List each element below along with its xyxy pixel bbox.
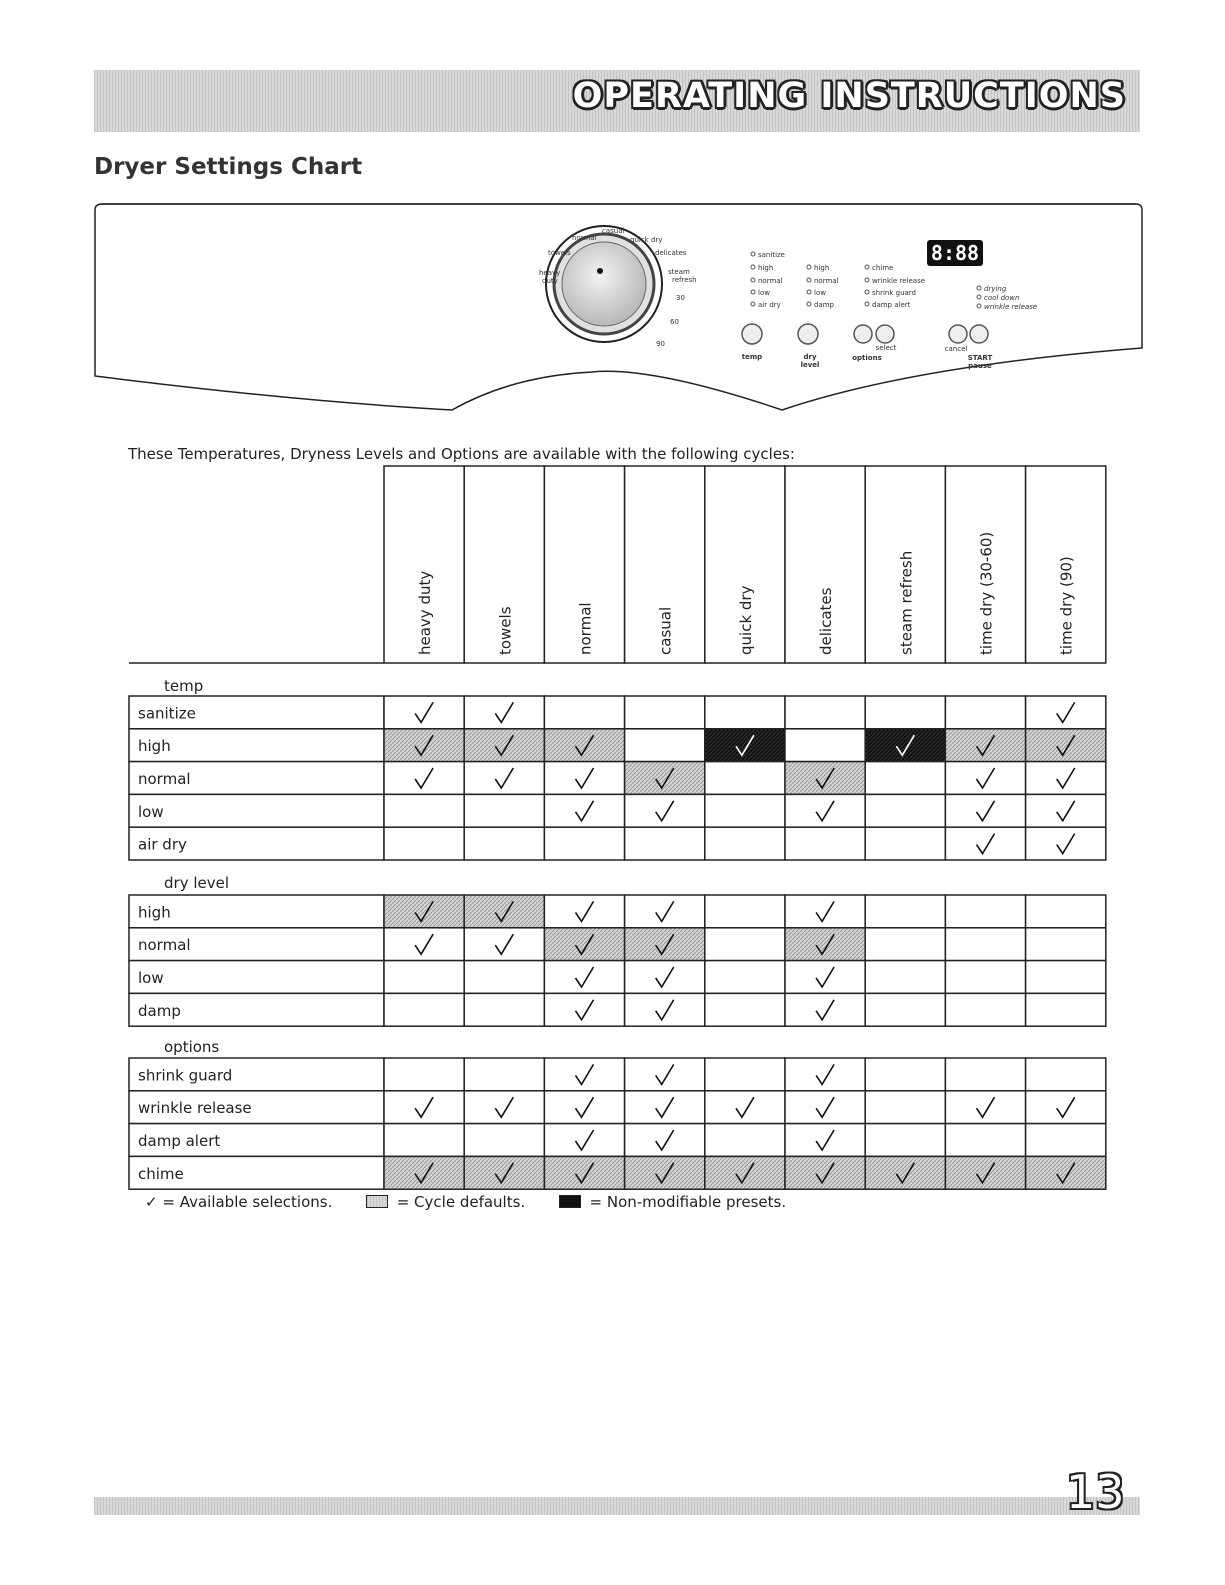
table-cell (625, 961, 705, 994)
status-indicator-label: wrinkle release (984, 303, 1038, 311)
dial-label: heavy (539, 269, 561, 277)
table-cell (785, 827, 865, 860)
group-title: options (164, 1038, 220, 1056)
table-cell (865, 827, 945, 860)
table-cell (1026, 827, 1106, 860)
dial-label: 60 (670, 318, 679, 326)
table-cell (785, 993, 865, 1026)
table-cell (625, 1091, 705, 1124)
table-cell (1026, 993, 1106, 1026)
dial-label: 30 (676, 294, 685, 302)
table-cell (1026, 1058, 1106, 1091)
column-header-label: heavy duty (416, 570, 435, 655)
pause-button-label: pause (968, 362, 992, 370)
table-cell (464, 928, 544, 961)
table-cell (865, 794, 945, 827)
temp-indicator-label: air dry (758, 301, 781, 309)
table-cell (705, 895, 785, 928)
row-label: sanitize (138, 704, 196, 723)
table-cell (544, 762, 624, 795)
table-cell (464, 993, 544, 1026)
intro-text: These Temperatures, Dryness Levels and Options are available with the following cycles: (128, 445, 795, 463)
table-cell (785, 1091, 865, 1124)
table-cell (945, 1091, 1025, 1124)
status-indicator-label: drying (984, 285, 1007, 293)
column-header-label: time dry (30-60) (977, 531, 996, 655)
table-cell (945, 961, 1025, 994)
table-cell (705, 729, 785, 762)
table-cell (464, 729, 544, 762)
display-digits: 8:88 (930, 241, 980, 265)
option-indicator-label: shrink guard (872, 289, 916, 297)
table-cell (384, 1058, 464, 1091)
table-cell (945, 762, 1025, 795)
table-cell (384, 696, 464, 729)
dry-level-button-label: level (800, 361, 820, 369)
table-cell (625, 895, 705, 928)
table-cell (464, 794, 544, 827)
table-cell (464, 1156, 544, 1189)
section-title: Dryer Settings Chart (94, 154, 363, 180)
cancel-button-label: cancel (944, 345, 968, 353)
table-cell (945, 1058, 1025, 1091)
legend-available: = Available selections. (162, 1192, 333, 1211)
table-cell (785, 696, 865, 729)
dry-level-button-label: dry (803, 353, 817, 361)
table-cell (384, 993, 464, 1026)
table-cell (705, 928, 785, 961)
row-label-cell (129, 961, 384, 994)
table-cell (544, 961, 624, 994)
temp-indicator-label: high (758, 264, 774, 272)
table-cell (384, 895, 464, 928)
page-number: 13 (1066, 1465, 1125, 1519)
row-label-cell (129, 794, 384, 827)
dial-label: delicates (655, 249, 687, 257)
temp-indicator-label: low (758, 289, 770, 297)
table-cell (625, 762, 705, 795)
table-cell (945, 827, 1025, 860)
row-label: high (138, 903, 171, 922)
column-header-label: casual (656, 606, 675, 655)
column-header-label: towels (496, 606, 515, 655)
dial-label: refresh (672, 276, 697, 284)
table-cell (544, 928, 624, 961)
table-cell (785, 1124, 865, 1157)
banner-title: OPERATING INSTRUCTIONS (572, 76, 1126, 116)
row-label: low (138, 969, 164, 987)
table-cell (865, 961, 945, 994)
table-cell (1026, 762, 1106, 795)
select-label: select (875, 344, 897, 352)
table-cell (464, 696, 544, 729)
option-indicator-label: chime (872, 264, 894, 272)
table-cell (625, 993, 705, 1026)
footer-bar (94, 1497, 1140, 1515)
table-cell (544, 1124, 624, 1157)
table-cell (945, 1124, 1025, 1157)
cycle-default-swatch (366, 1195, 388, 1208)
table-cell (384, 729, 464, 762)
column-header-label: delicates (817, 587, 836, 655)
table-cell (1026, 961, 1106, 994)
group-title: temp (164, 677, 204, 695)
table-cell (865, 762, 945, 795)
table-cell (464, 895, 544, 928)
table-cell (1026, 895, 1106, 928)
table-cell (785, 961, 865, 994)
table-cell (785, 794, 865, 827)
column-header-label: time dry (90) (1057, 556, 1076, 655)
table-cell (865, 1156, 945, 1189)
row-label: high (138, 737, 171, 756)
table-cell (705, 1156, 785, 1189)
table-cell (464, 1124, 544, 1157)
table-cell (785, 729, 865, 762)
dial-label: 90 (656, 340, 665, 348)
table-cell (865, 729, 945, 762)
row-label: damp alert (138, 1132, 221, 1150)
legend (145, 1192, 786, 1211)
non-modifiable-swatch (559, 1195, 581, 1208)
table-cell (1026, 1124, 1106, 1157)
options-button-label: options (852, 354, 882, 362)
table-cell (464, 827, 544, 860)
table-cell (384, 928, 464, 961)
row-label: air dry (138, 835, 187, 854)
table-cell (384, 827, 464, 860)
table-cell (544, 729, 624, 762)
table-cell (1026, 928, 1106, 961)
table-cell (945, 1156, 1025, 1189)
table-cell (865, 895, 945, 928)
table-cell (384, 1156, 464, 1189)
temp-button-label: temp (741, 353, 763, 361)
option-indicator-label: damp alert (872, 301, 911, 309)
table-cell (384, 1124, 464, 1157)
check-mark-icon: ✓ (145, 1192, 158, 1211)
table-cell (945, 696, 1025, 729)
table-cell (625, 794, 705, 827)
table-cell (705, 1124, 785, 1157)
table-cell (945, 928, 1025, 961)
table-cell (865, 696, 945, 729)
row-label: damp (138, 1001, 181, 1020)
table-cell (785, 1156, 865, 1189)
table-cell (625, 729, 705, 762)
column-header-label: steam refresh (897, 550, 916, 655)
row-label: low (138, 802, 164, 821)
status-indicator-label: cool down (984, 294, 1020, 302)
table-cell (1026, 1091, 1106, 1124)
table-cell (384, 1091, 464, 1124)
row-label: shrink guard (138, 1066, 233, 1085)
row-label: normal (138, 770, 191, 788)
temp-indicator-label: normal (758, 277, 783, 285)
table-cell (785, 762, 865, 795)
table-cell (1026, 1156, 1106, 1189)
dial-label: quick dry (630, 236, 663, 244)
row-label: chime (138, 1164, 184, 1183)
table-cell (625, 1156, 705, 1189)
table-cell (705, 762, 785, 795)
table-cell (464, 762, 544, 795)
table-cell (785, 895, 865, 928)
start-button-label: START (967, 354, 993, 362)
table-cell (705, 993, 785, 1026)
table-cell (785, 928, 865, 961)
table-cell (384, 762, 464, 795)
column-header-label: normal (576, 602, 595, 655)
table-cell (544, 1091, 624, 1124)
table-cell (384, 961, 464, 994)
table-cell (625, 928, 705, 961)
table-cell (945, 729, 1025, 762)
table-cell (384, 794, 464, 827)
table-cell (865, 1058, 945, 1091)
table-cell (865, 1124, 945, 1157)
dial-label: steam (668, 268, 690, 276)
table-cell (625, 1058, 705, 1091)
table-cell (1026, 794, 1106, 827)
table-cell (865, 1091, 945, 1124)
dial-label: casual (602, 227, 625, 235)
row-label: normal (138, 936, 191, 955)
table-cell (544, 827, 624, 860)
table-cell (544, 696, 624, 729)
dial-label: duty (542, 277, 558, 285)
table-cell (705, 794, 785, 827)
group-title: dry level (164, 874, 230, 892)
temp-indicator-label: sanitize (758, 251, 785, 259)
table-cell (705, 696, 785, 729)
row-label: wrinkle release (138, 1099, 252, 1118)
table-cell (464, 1058, 544, 1091)
table-cell (544, 895, 624, 928)
option-indicator-label: wrinkle release (872, 277, 926, 285)
dry-level-indicator-label: low (814, 289, 826, 297)
column-header-label: quick dry (736, 585, 755, 655)
table-cell (544, 1156, 624, 1189)
table-cell (625, 827, 705, 860)
table-cell (544, 993, 624, 1026)
table-cell (625, 696, 705, 729)
table-cell (865, 928, 945, 961)
table-cell (544, 1058, 624, 1091)
dial-label: normal (572, 234, 597, 242)
legend-defaults: = Cycle defaults. (396, 1192, 526, 1211)
table-cell (705, 827, 785, 860)
dial-label: towels (548, 249, 571, 257)
table-cell (945, 794, 1025, 827)
legend-nonmod: = Non-modifiable presets. (589, 1192, 787, 1211)
table-cell (705, 1091, 785, 1124)
table-cell (464, 961, 544, 994)
table-cell (1026, 696, 1106, 729)
dry-level-indicator-label: high (814, 264, 830, 272)
table-cell (705, 1058, 785, 1091)
table-cell (945, 993, 1025, 1026)
table-cell (464, 1091, 544, 1124)
table-cell (544, 794, 624, 827)
table-cell (705, 961, 785, 994)
dry-level-indicator-label: damp (814, 301, 834, 309)
table-cell (945, 895, 1025, 928)
table-cell (625, 1124, 705, 1157)
table-cell (785, 1058, 865, 1091)
table-cell (1026, 729, 1106, 762)
table-cell (865, 993, 945, 1026)
dry-level-indicator-label: normal (814, 277, 839, 285)
